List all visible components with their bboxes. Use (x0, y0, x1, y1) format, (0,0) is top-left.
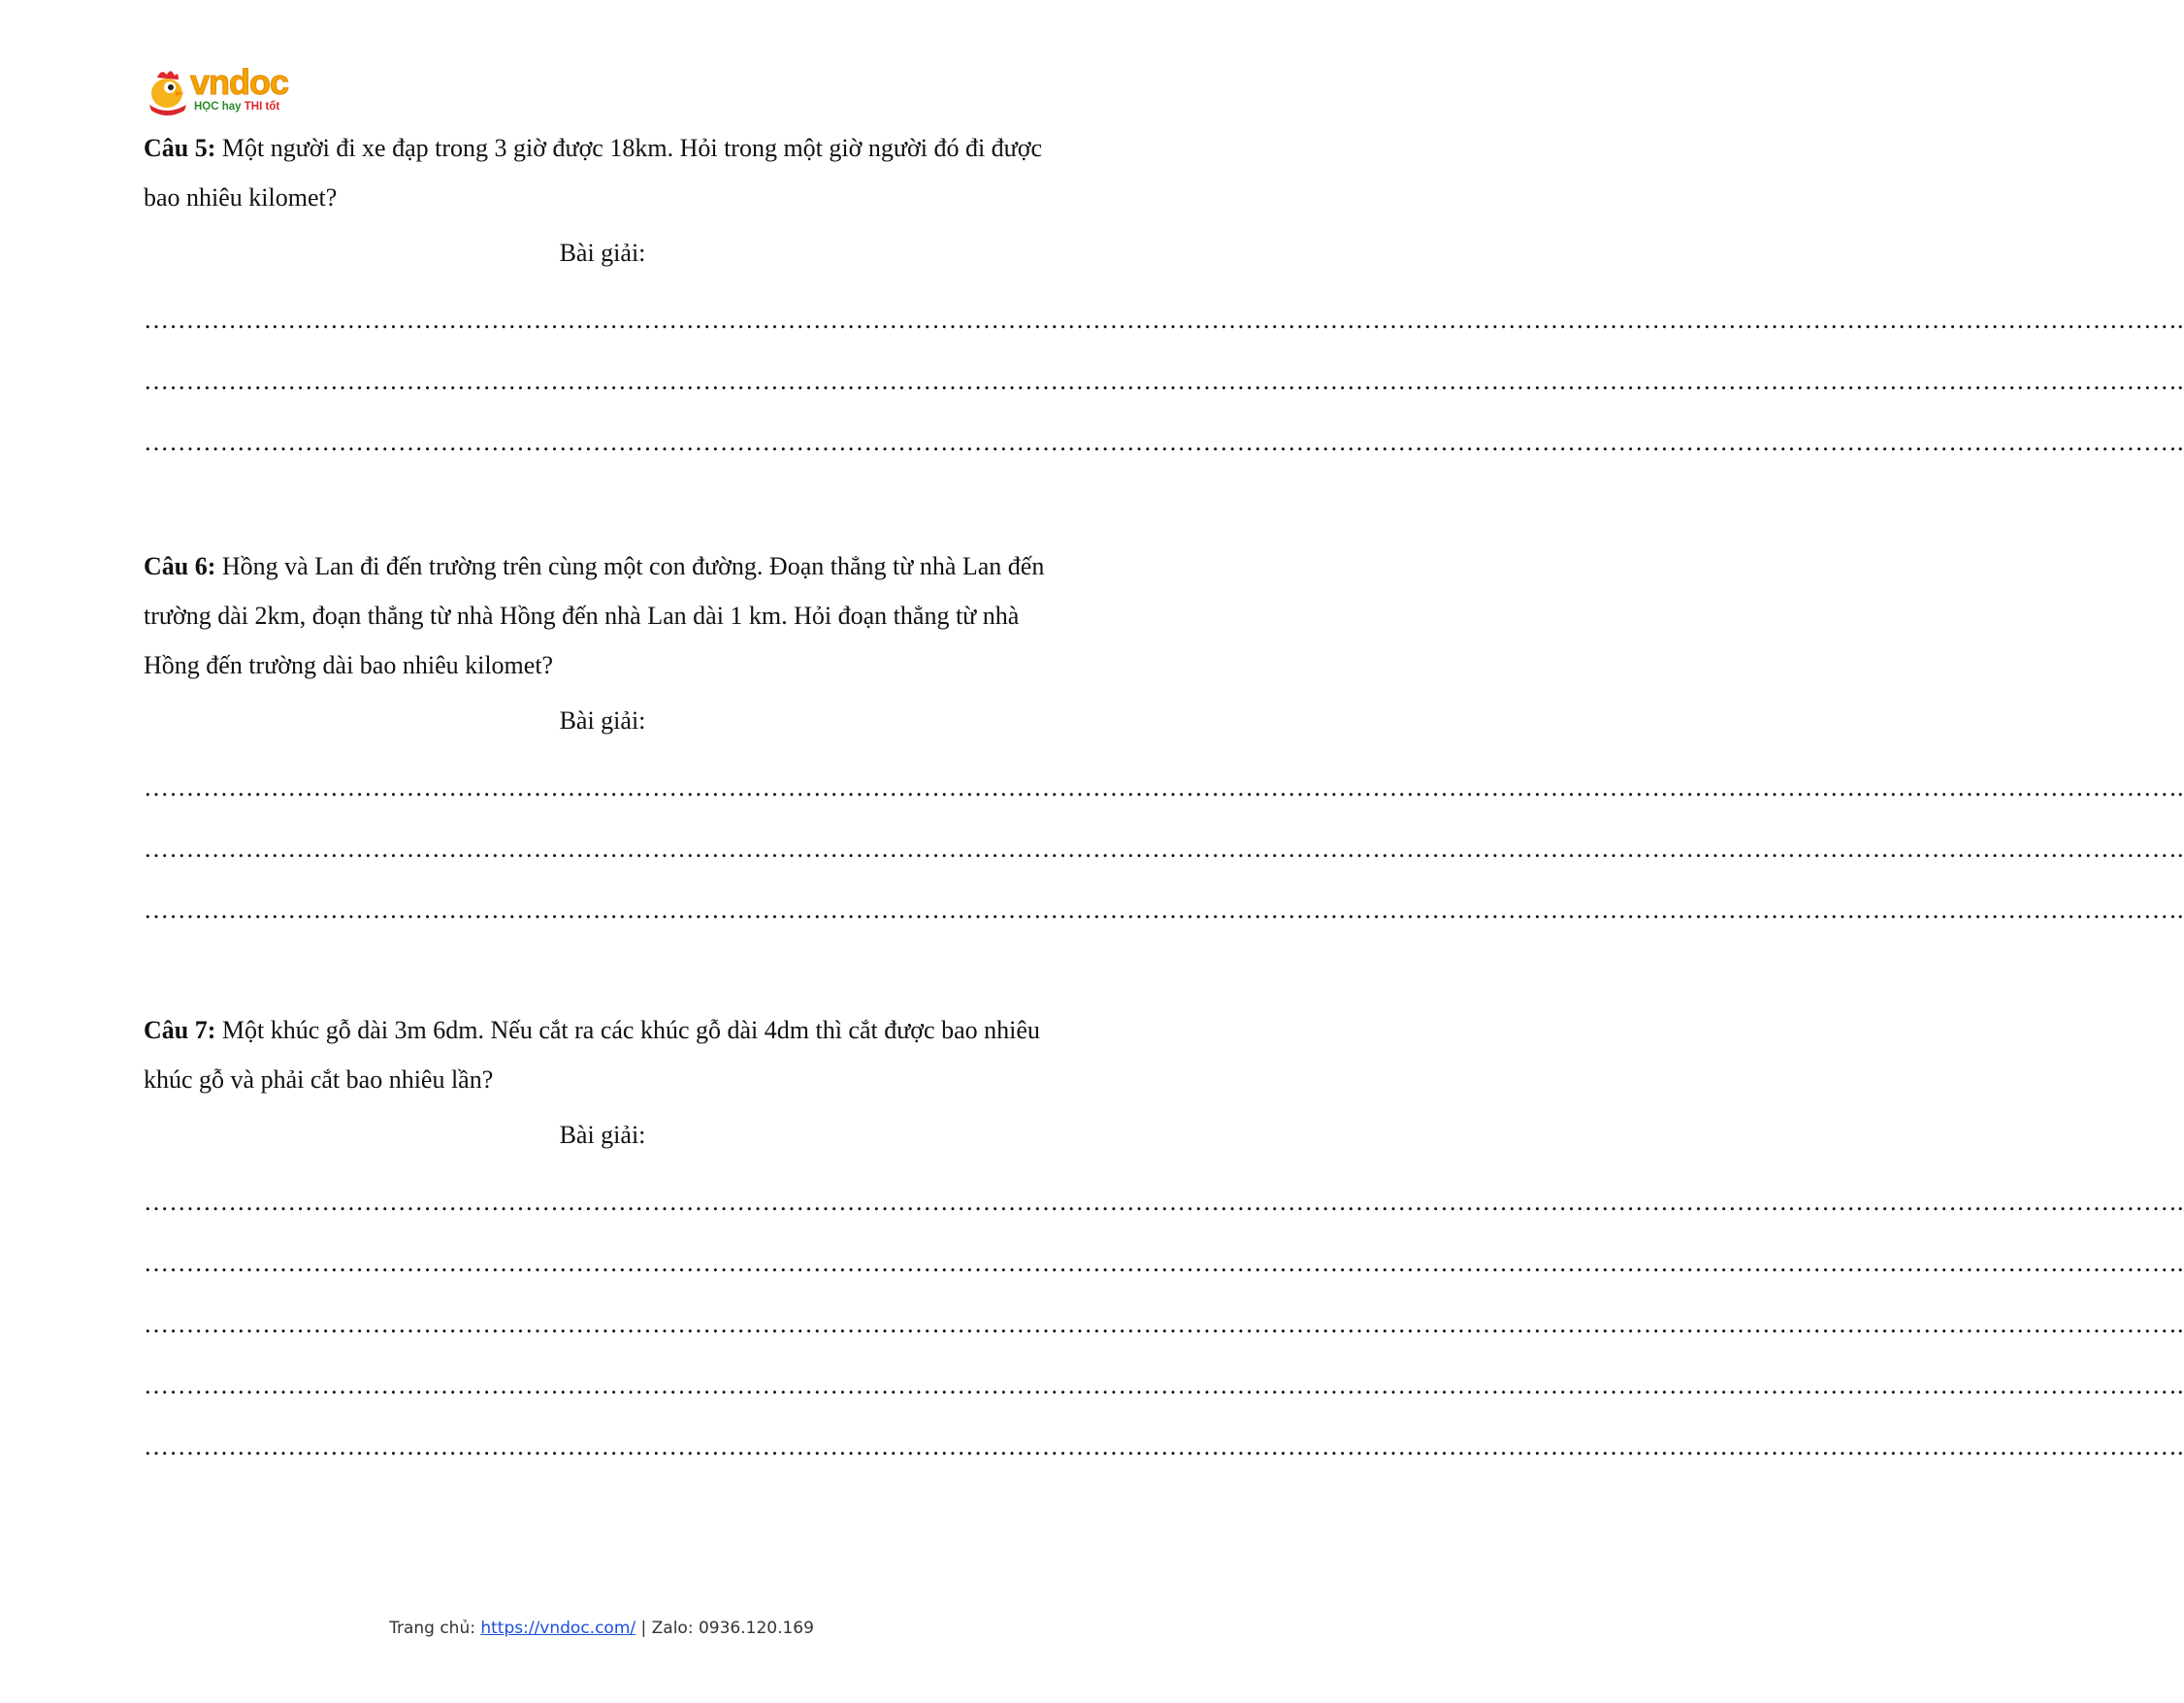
rooster-mascot-icon (144, 66, 192, 115)
solution-heading: Bài giải: (559, 706, 646, 735)
answer-line: ……………………………………………………………………………………………………………………………………………………………………………………………………………………. (144, 428, 2184, 456)
question-body: Một khúc gỗ dài 3m 6dm. Nếu cắt ra các khúc gỗ dài 4dm thì cắt được bao nhiêu khúc gỗ và phải cắt bao nhiêu lần? (144, 1016, 1040, 1094)
solution-heading: Bài giải: (559, 239, 646, 267)
brand-tagline (194, 101, 279, 113)
answer-line: ……………………………………………………………………………………………………………………………………………………………………………………………………………………. (144, 306, 2184, 334)
question-body: Hồng và Lan đi đến trường trên cùng một con đường. Đoạn thẳng từ nhà Lan đến trường dài 2km, đoạn thẳng từ nhà Hồng đến nhà Lan dài 1 km. Hỏi đoạn thẳng từ nhà Hồng đến trường dài bao nhiêu kilomet? (144, 552, 1045, 679)
question-6 (144, 541, 2184, 940)
solution-heading: Bài giải: (559, 1121, 646, 1149)
question-text (144, 1005, 1061, 1104)
answer-line: ……………………………………………………………………………………………………………………………………………………………………………………………………………………. (144, 1188, 2184, 1216)
answer-lines (144, 289, 2184, 473)
homepage-link[interactable]: https://vndoc.com/ (480, 1619, 636, 1638)
footer-prefix: Trang chủ: (389, 1619, 481, 1638)
page-footer (0, 1619, 1203, 1638)
answer-line: ……………………………………………………………………………………………………………………………………………………………………………………………………………………. (144, 1249, 2184, 1277)
answer-line: ……………………………………………………………………………………………………………………………………………………………………………………………………………………. (144, 367, 2184, 395)
answer-lines (144, 1171, 2184, 1477)
answer-line: ……………………………………………………………………………………………………………………………………………………………………………………………………………………. (144, 1432, 2184, 1460)
answer-line: ……………………………………………………………………………………………………………………………………………………………………………………………………………………. (144, 835, 2184, 863)
answer-line: ……………………………………………………………………………………………………………………………………………………………………………………………………………………. (144, 896, 2184, 924)
question-5 (144, 123, 2184, 473)
answer-line: ……………………………………………………………………………………………………………………………………………………………………………………………………………………. (144, 1371, 2184, 1399)
question-text (144, 541, 1061, 690)
question-label: Câu 6: (144, 552, 216, 580)
question-7 (144, 1005, 2184, 1477)
footer-contact: | Zalo: 0936.120.169 (636, 1619, 814, 1638)
tagline-learn: HỌC hay (194, 101, 244, 113)
vndoc-logo (144, 62, 299, 120)
tagline-exam: THI tốt (244, 101, 280, 113)
question-label: Câu 5: (144, 134, 216, 162)
answer-lines (144, 757, 2184, 940)
question-label: Câu 7: (144, 1016, 216, 1044)
answer-line: ……………………………………………………………………………………………………………………………………………………………………………………………………………………. (144, 773, 2184, 802)
question-text (144, 123, 1061, 222)
question-body: Một người đi xe đạp trong 3 giờ được 18km. Hỏi trong một giờ người đó đi được bao nhiêu kilomet? (144, 134, 1043, 212)
answer-line: ……………………………………………………………………………………………………………………………………………………………………………………………………………………. (144, 1310, 2184, 1338)
brand-name: vndoc (190, 62, 289, 102)
